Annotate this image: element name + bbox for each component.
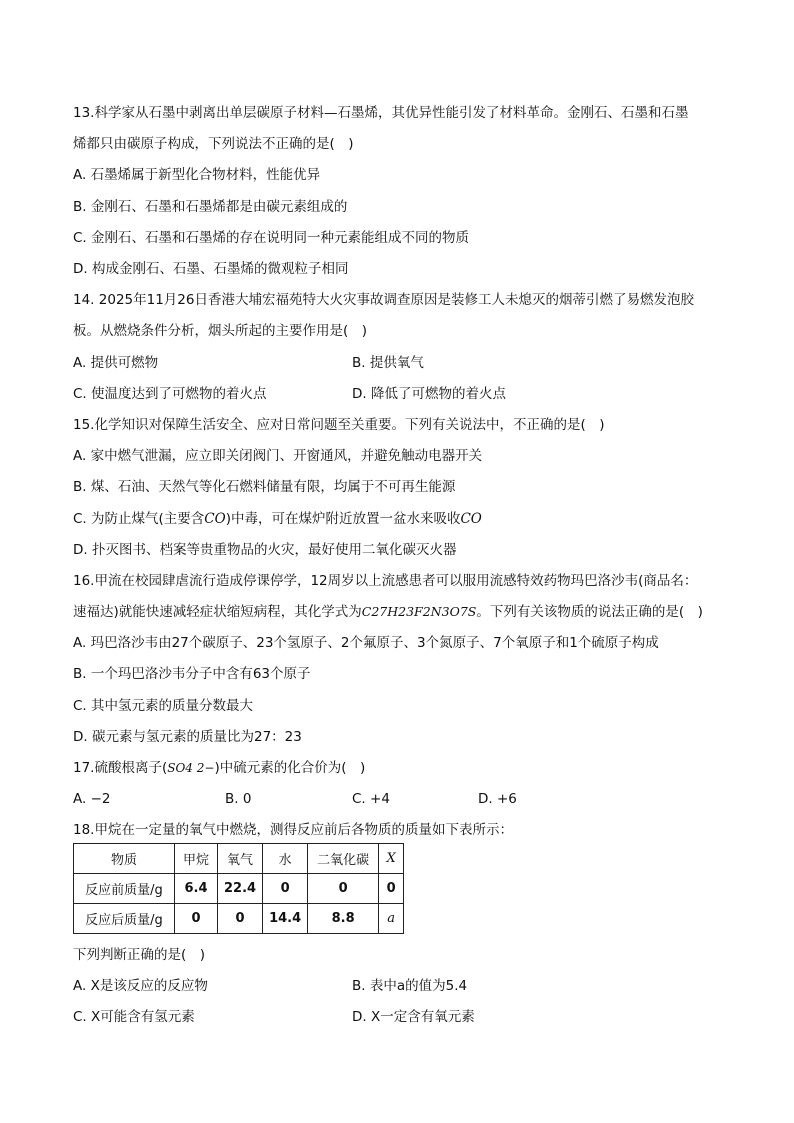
- q17-stem: [73, 759, 365, 777]
- table-cell: 0: [218, 904, 263, 934]
- table-row: [74, 874, 404, 904]
- q14-option-a: A. 提供可燃物: [73, 355, 159, 371]
- table-header-cell: 甲烷: [175, 844, 218, 874]
- q15-co-formula-2: CO: [460, 511, 482, 527]
- q15-option-b: B. 煤、石油、天然气等化石燃料储量有限，均属于不可再生能源: [73, 479, 456, 495]
- q15-option-c-text-1: C. 为防止煤气(主要含: [73, 511, 205, 527]
- q13-stem-line1: 13.科学家从石墨中剥离出单层碳原子材料—石墨烯，其优异性能引发了材料革命。金刚石、石墨和石墨: [73, 105, 689, 121]
- q13-option-b: B. 金刚石、石墨和石墨烯都是由碳元素组成的: [73, 199, 348, 215]
- q13-option-c: C. 金刚石、石墨和石墨烯的存在说明同一种元素能组成不同的物质: [73, 230, 470, 246]
- q15-option-c-text-2: )中毒，可在煤炉附近放置一盆水来吸收: [225, 511, 461, 527]
- q17-stem-text-2: )中硫元素的化合价为( ): [214, 760, 366, 776]
- q18-option-b: B. 表中a的值为5.4: [352, 978, 468, 994]
- q14-option-b: B. 提供氧气: [352, 355, 424, 371]
- table-cell: a: [379, 904, 404, 934]
- table-cell: 6.4: [175, 874, 218, 904]
- table-cell: 0: [379, 874, 404, 904]
- q15-stem: 15.化学知识对保障生活安全、应对日常问题至关重要。下列有关说法中，不正确的是( ): [73, 417, 605, 433]
- table-header-cell: 水: [263, 844, 308, 874]
- q13-option-a: A. 石墨烯属于新型化合物材料，性能优异: [73, 167, 321, 183]
- q16-option-c: C. 其中氢元素的质量分数最大: [73, 698, 254, 714]
- q15-option-a: A. 家中燃气泄漏，应立即关闭阀门、开窗通风，并避免触动电器开关: [73, 448, 483, 464]
- q16-stem-line2: [73, 603, 703, 621]
- q14-option-d: D. 降低了可燃物的着火点: [352, 386, 506, 402]
- q17-option-b: B. 0: [225, 791, 252, 807]
- table-header-row: [74, 844, 404, 874]
- q16-stem-text-2: 。下列有关该物质的说法正确的是( ): [476, 604, 703, 620]
- table-header-cell: X: [379, 844, 404, 874]
- q18-mass-table: [73, 843, 404, 934]
- table-cell: 8.8: [308, 904, 379, 934]
- table-header-cell: 物质: [74, 844, 175, 874]
- q16-chemical-formula: C27H23F2N3O7S: [361, 604, 477, 619]
- table-cell: 0: [175, 904, 218, 934]
- q16-option-b: B. 一个玛巴洛沙韦分子中含有63个原子: [73, 666, 311, 682]
- q14-stem-line2: 板。从燃烧条件分析，烟头所起的主要作用是( ): [73, 323, 368, 339]
- q18-stem: 18.甲烷在一定量的氧气中燃烧，测得反应前后各物质的质量如下表所示：: [73, 822, 513, 838]
- table-cell: 22.4: [218, 874, 263, 904]
- q16-stem-text-1: 速福达)就能快速减轻症状缩短病程，其化学式为: [73, 604, 362, 620]
- q16-option-a: A. 玛巴洛沙韦由27个碳原子、23个氢原子、2个氟原子、3个氮原子、7个氧原子和1个硫原子构成: [73, 635, 659, 651]
- q14-stem-line1: 14. 2025年11月26日香港大埔宏福苑特大火灾事故调查原因是装修工人未熄灭的烟蒂引燃了易燃发泡胶: [73, 292, 694, 308]
- table-row-label: 反应后质量/g: [74, 904, 175, 934]
- table-row: [74, 904, 404, 934]
- q17-sulfate-ion: SO4 2−: [167, 761, 215, 775]
- table-header-cell: 二氧化碳: [308, 844, 379, 874]
- q14-option-c: C. 使温度达到了可燃物的着火点: [73, 386, 267, 402]
- q17-option-a: A. −2: [73, 791, 111, 807]
- table-row-label: 反应前质量/g: [74, 874, 175, 904]
- q17-option-d: D. +6: [478, 791, 517, 807]
- q17-stem-text-1: 17.硫酸根离子(: [73, 760, 168, 776]
- q18-prompt: 下列判断正确的是( ): [73, 947, 206, 963]
- table-header-cell: 氧气: [218, 844, 263, 874]
- q13-stem-line2: 烯都只由碳原子构成，下列说法不正确的是( ): [73, 136, 354, 152]
- q17-option-c: C. +4: [352, 791, 390, 807]
- q18-option-d: D. X一定含有氧元素: [352, 1009, 475, 1025]
- q15-option-d: D. 扑灭图书、档案等贵重物品的火灾，最好使用二氧化碳灭火器: [73, 542, 457, 558]
- q18-option-c: C. X可能含有氢元素: [73, 1009, 195, 1025]
- q13-option-d: D. 构成金刚石、石墨、石墨烯的微观粒子相同: [73, 261, 349, 277]
- q18-option-a: A. X是该反应的反应物: [73, 978, 208, 994]
- q16-option-d: D. 碳元素与氢元素的质量比为27：23: [73, 729, 302, 745]
- q16-stem-line1: 16.甲流在校园肆虐流行造成停课停学，12周岁以上流感患者可以服用流感特效药物玛巴洛沙韦(商品名：: [73, 573, 698, 589]
- table-cell: 0: [308, 874, 379, 904]
- q15-co-formula-1: CO: [204, 511, 226, 527]
- table-cell: 0: [263, 874, 308, 904]
- table-cell: 14.4: [263, 904, 308, 934]
- q15-option-c: [73, 510, 482, 528]
